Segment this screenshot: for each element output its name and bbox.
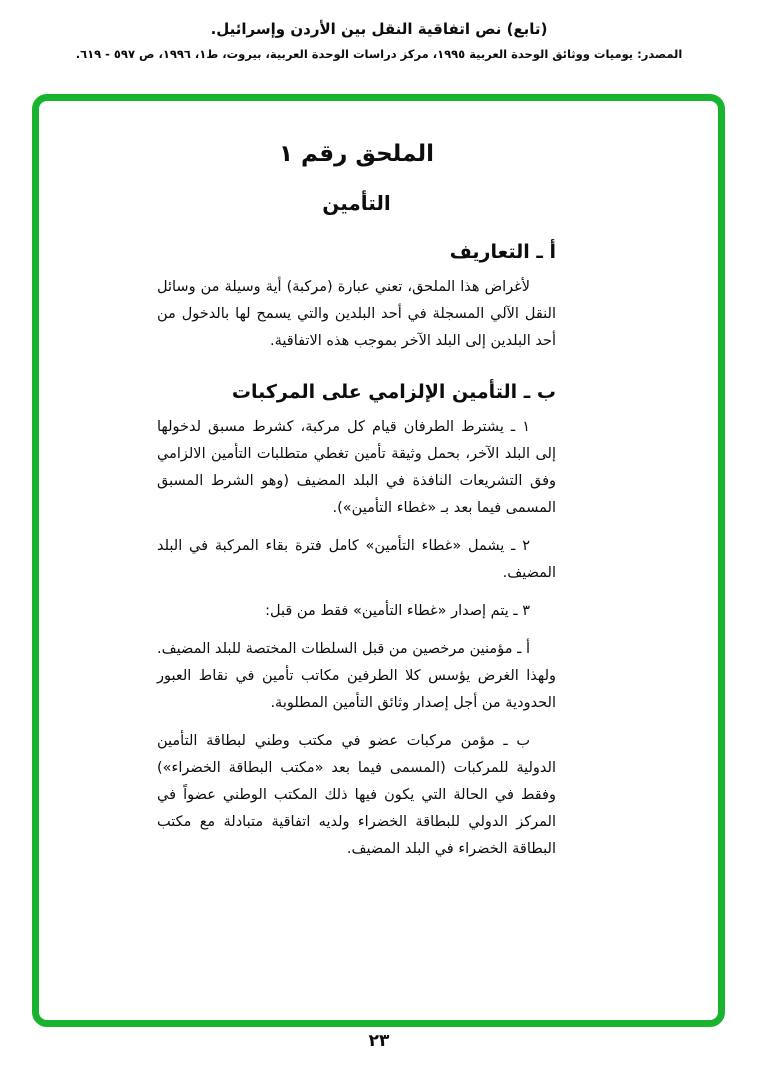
annex-title: الملحق رقم ١: [278, 141, 435, 167]
section-definitions: [157, 241, 556, 355]
page-header: [0, 0, 758, 61]
document-content: [39, 101, 718, 863]
document-frame: [32, 94, 725, 1027]
header-title: (تابع) نص اتفاقية النقل بين الأردن وإسرائيل.: [210, 20, 548, 38]
annex-subtitle: التأمين: [322, 191, 391, 215]
section-a-heading: أ ـ التعاريف: [449, 241, 556, 263]
page-footer: [0, 1031, 758, 1051]
section-b-heading: ب ـ التأمين الإلزامي على المركبات: [231, 381, 556, 403]
page-number: ٢٣: [368, 1031, 390, 1051]
header-source-line: المصدر: يوميات ووثائق الوحدة العربية ١٩٩٥، مركز دراسات الوحدة العربية، بيروت، ط١، ١٩٩٦، ص ٥٩٧ - ٦١٩.: [75, 47, 683, 61]
clause-3-paragraph: ٣ ـ يتم إصدار «غطاء التأمين» فقط من قبل:: [265, 603, 530, 619]
clause-2-paragraph: ٢ ـ يشمل «غطاء التأمين» كامل فترة بقاء المركبة في البلد المضيف.: [157, 538, 556, 581]
section-compulsory-insurance: [157, 381, 556, 863]
clause-3a-paragraph: أ ـ مؤمنين مرخصين من قبل السلطات المختصة للبلد المضيف. ولهذا الغرض يؤسس كلا الطرفين مكاتب تأمين في نقاط العبور الحدودية من أجل إصدار وثائق التأمين المطلوبة.: [157, 641, 556, 711]
section-a-paragraph: لأغراض هذا الملحق، تعني عبارة (مركبة) أية وسيلة من وسائل النقل الآلي المسجلة في أحد البلدين والتي يسمح لها بالدخول من أحد البلدين إلى البلد الآخر بموجب هذه الاتفاقية.: [157, 279, 556, 349]
clause-1-paragraph: ١ ـ يشترط الطرفان قيام كل مركبة، كشرط مسبق لدخولها إلى البلد الآخر، بحمل وثيقة تأمين تغطي متطلبات التأمين الالزامي وفق التشريعات النافذة في البلد المضيف (وهو الشرط المسبق المسمى فيما بعد بـ «غطاء التأمين»).: [157, 419, 556, 516]
clause-3b-paragraph: ب ـ مؤمن مركبات عضو في مكتب وطني لبطاقة التأمين الدولية للمركبات (المسمى فيما بعد «مكتب البطاقة الخضراء») وفقط في الحالة التي يكون فيها ذلك المكتب الوطني عضواً في المركز الدولي للبطاقة الخضراء ولديه اتفاقية متبادلة مع مكتب البطاقة الخضراء في البلد المضيف.: [157, 733, 556, 857]
